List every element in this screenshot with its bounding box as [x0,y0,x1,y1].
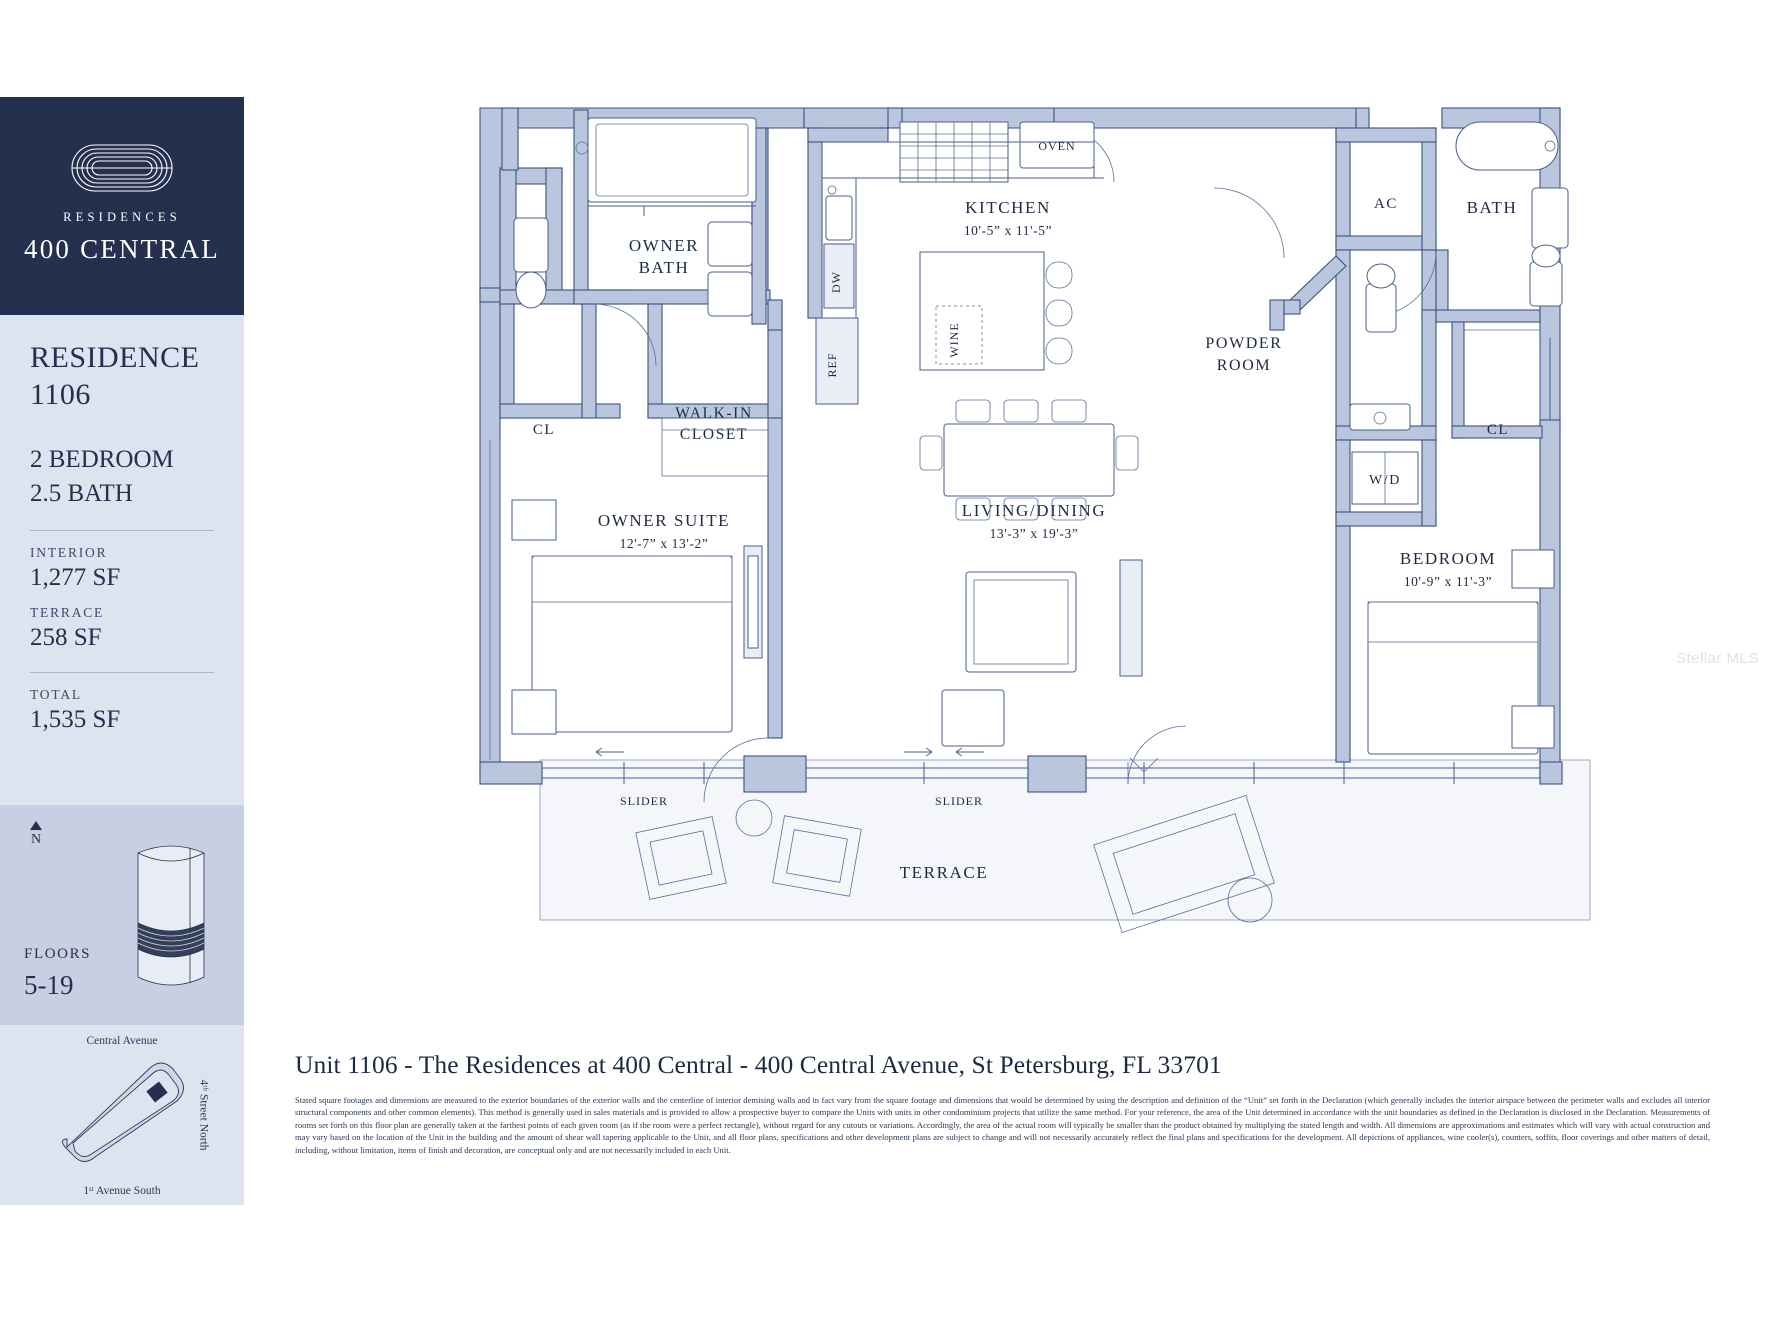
oven-label: OVEN [1038,139,1076,153]
brand-eyebrow: RESIDENCES [63,210,181,224]
watermark: Stellar MLS [1675,650,1759,667]
floors-label: FLOORS [24,946,92,962]
sidebar [0,97,244,1205]
interior-sf-block [30,545,214,592]
bedroom-dims: 10'-9” x 11'-3” [1403,574,1493,589]
living-dining-dims: 13'-3” x 19'-3” [989,526,1079,541]
bedroom-label: BEDROOM [1399,549,1497,568]
bath-count: 2.5 BATH [30,479,133,507]
bedroom-count: 2 BEDROOM [30,446,174,474]
caption-title: Unit 1106 - The Residences at 400 Central - 400 Central Avenue, St Petersburg, FL 33701 [295,1050,1222,1079]
divider [30,530,214,531]
wine-label: WINE [947,322,961,358]
walkin-closet-label-2: CLOSET [679,426,749,443]
floors-value: 5-19 [24,970,74,1000]
slider-label-right: SLIDER [935,794,983,808]
kitchen-label: KITCHEN [965,198,1051,217]
dishwasher-label: DW [829,271,843,293]
closet-left-label: CL [532,422,556,438]
owner-suite-label: OWNER SUITE [597,511,731,530]
disclaimer-text: Stated square footages and dimensions are measured to the exterior boundaries of the exterior walls and the centerline of interior demising walls and in fact vary from the square footage and dimensions that would be determined by using the description and definition of the “Unit” set forth in the Declaration (which generally includes the interior airspace between the perimeter walls and excludes all interior structural components and other common elements). This method is generally used in sales materials and is provided to allow a prospective buyer to compare the Units with units in other condominium projects that utilize the same method. For your reference, the area of the Unit determined in accordance with the unit boundaries as defined in the Declaration is disclosed in the Declaration. Measurements of rooms set forth on this floor plan are generally taken at the farthest points of each given room (as if the room were a perfect rectangle), without regard for any cutouts or variations. Accordingly, the area of the actual room will typically be smaller than the product obtained by multiplying the stated length and width. All dimensions are approximations and estimates which will vary with actual construction and may vary based on the location of the Unit in the building and the amount of shear wall tapering applicable to the Unit, and all floor plans, specifications and other development plans are subject to change and will not necessarily accurately reflect the final plans and specifications for the development. All depictions of appliances, wine cooler(s), counters, soffits, floor coverings and other matters of detail, including, without limitation, items of finish and decoration, are conceptual only and are not necessarily included in each Unit. [295,1095,1710,1155]
total-label: TOTAL [30,686,82,702]
north-label: N [30,832,42,847]
map-street-top-label: Central Avenue [86,1035,158,1047]
terrace-sf-block [30,605,214,652]
brand-name: 400 CENTRAL [24,234,220,264]
powder-room-label-2: ROOM [1216,357,1272,374]
terrace-label: TERRACE [30,604,105,620]
orientation-panel [0,805,244,1025]
terrace-value: 258 SF [30,623,102,651]
caption-block [295,1050,1710,1156]
map-street-right-label: 4ᵗʰ Street North [197,1079,210,1151]
walkin-closet-label: WALK-IN [675,405,753,422]
refrigerator-label: REF [825,352,839,378]
floorplan-drawing [244,0,1767,1060]
washer-dryer-label: W/D [1368,473,1402,488]
kitchen-dims: 10'-5” x 11'-5” [963,223,1053,238]
ac-closet-label: AC [1373,196,1399,212]
north-arrow-icon [30,821,42,830]
brand-panel [0,97,244,315]
closet-right-label: CL [1486,422,1510,438]
map-street-bottom-label: 1ˢᵗ Avenue South [83,1185,161,1197]
owner-suite-dims: 12'-7” x 13'-2” [619,536,709,551]
residence-info-panel [0,315,244,805]
bath-label: BATH [1466,198,1518,217]
slider-label-left: SLIDER [620,794,668,808]
residence-number: 1106 [30,378,91,412]
key-map-panel [0,1025,244,1205]
residence-title-line1: RESIDENCE [30,341,200,374]
total-sf-block [30,687,214,734]
residence-title [30,339,214,413]
owner-bath-label-2: BATH [638,258,690,277]
terrace-label: TERRACE [899,863,989,882]
total-value: 1,535 SF [30,705,121,733]
owner-bath-label: OWNER [628,236,700,255]
interior-label: INTERIOR [30,544,108,560]
powder-room-label: POWDER [1205,335,1283,352]
brand-logo-icon [58,137,186,199]
living-dining-label: LIVING/DINING [961,501,1107,520]
interior-value: 1,277 SF [30,563,121,591]
residence-config [30,443,214,510]
north-indicator [24,821,48,848]
tower-diagram-icon [128,827,214,997]
site-plan-icon [37,1051,210,1174]
divider-2 [30,672,214,673]
